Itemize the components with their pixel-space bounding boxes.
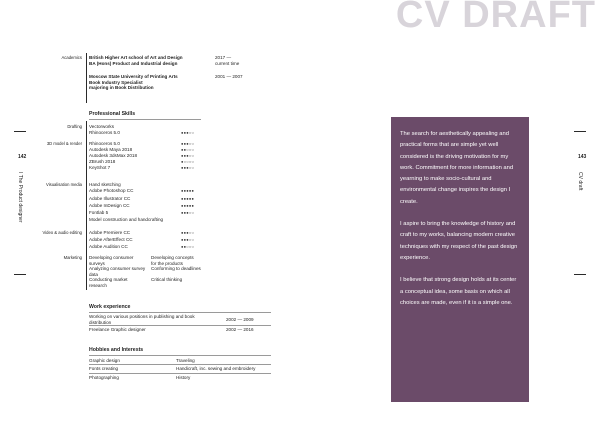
divider (89, 325, 271, 326)
divider (89, 312, 271, 313)
skill-level-rating: ●●●○○ (181, 210, 195, 215)
hobby: Graphic design (89, 358, 120, 363)
edu-2-line-2: Book Industry Specialist (89, 79, 143, 85)
skill-item: ZBrush 2018 (89, 159, 116, 164)
skill-level-rating: ●●○○○ (181, 244, 195, 249)
marketing-skill: Conforming to deadlines (151, 266, 201, 271)
skill-item: Adobe InDesign CC (89, 203, 130, 208)
skill-category-drafting: Drafting (67, 124, 82, 129)
marketing-skill: for the products (151, 260, 183, 266)
skill-level-rating: ●●●○○ (181, 130, 195, 135)
edu-1-line-1: British Higher Art school of Art and Design (89, 55, 183, 60)
hobbies-heading: Hobbies and Interests (89, 347, 144, 353)
skill-item: Hand sketching (89, 182, 121, 187)
hobby: History (176, 375, 191, 380)
divider (86, 254, 87, 290)
skill-level-rating: ●●○○○ (181, 147, 195, 152)
work-heading: Work experience (89, 304, 131, 310)
skill-level-rating: ●●●○○ (181, 230, 195, 235)
statement-panel (391, 117, 529, 402)
marketing-skill: Analyzing consumer survey (89, 266, 146, 271)
skill-level-rating: ●●●●● (181, 196, 195, 201)
skill-level-rating: ●●●○○ (181, 141, 195, 146)
marketing-skill: research (89, 282, 107, 288)
skill-category-visualisation: Visualisation media (45, 182, 82, 187)
side-label-right: CV draft (577, 172, 583, 191)
edu-2-date: 2001 — 2007 (215, 74, 243, 79)
skill-level-rating: ●●●○○ (181, 153, 195, 158)
skill-item: Autodesk 3dsMax 2018 (89, 153, 138, 158)
side-label-left: I The Product designer (17, 172, 23, 223)
page-number-left: 142 (18, 154, 27, 160)
divider (86, 121, 87, 261)
skill-level-rating: ●○○○○ (181, 159, 195, 164)
skill-item: Adobe Photoshop CC (89, 188, 134, 193)
skill-level-rating: ●●●○○ (181, 237, 195, 242)
divider (89, 355, 271, 356)
skill-item: Fontlab 5 (89, 210, 109, 215)
work-dates: 2002 — 2016 (226, 327, 254, 332)
edu-1-date-1: 2017 — (215, 55, 232, 60)
page-number-right: 143 (578, 154, 587, 160)
edu-1-date-2: current time (215, 60, 240, 66)
divider (89, 364, 271, 365)
marketing-skill: Critical thinking (151, 277, 183, 282)
statement-paragraph: I believe that strong design holds at its center a conceptual idea, some basis on which all choices are made, even if it is a simple one. (400, 277, 517, 306)
marketing-skill: Developing consumer (89, 255, 134, 260)
skill-item: KeyShot 7 (89, 165, 111, 170)
skill-level-rating: ●●●●● (181, 203, 195, 208)
skill-category-marketing: Marketing (63, 255, 82, 260)
page-title: CV DRAFT (395, 0, 596, 36)
skill-item: Autodesk Maya 2018 (89, 147, 133, 152)
skill-level-rating: ●●●●● (181, 188, 195, 193)
education-category: Academics (61, 55, 82, 60)
statement-paragraph: The search for aesthetically appealing and practical forms that are simple yet well considered is the driving motivation for my work. Commitment for more information and yearning to make socio-cultural and environmental change inspires the design I create. (400, 131, 514, 205)
hobby: Traveling (176, 358, 195, 363)
work-entry: Working on various positions in publishing and book (89, 314, 195, 319)
work-entry: distribution (89, 319, 112, 325)
statement-paragraph: I aspire to bring the knowledge of history and craft to my works, balancing modern creative techniques with my respect of the past design experience. (400, 221, 518, 261)
skill-category-video: Video & audio editing (42, 230, 82, 235)
margin-tick (574, 131, 586, 132)
marketing-skill: Developing concepts (151, 255, 194, 260)
marketing-skill: Conducting market (89, 277, 128, 282)
marketing-skill: surveys (89, 260, 105, 266)
skill-item: Adobe AfterEffect CC (89, 237, 133, 242)
skill-item: Vectorworks (89, 124, 115, 129)
skill-item: Rhinoceros 5.0 (89, 130, 120, 135)
work-entry: Freelance Graphic designer (89, 327, 146, 332)
skills-heading: Professional Skills (89, 111, 136, 117)
work-dates: 2002 — 2009 (226, 317, 254, 322)
hobby: Fonts creating (89, 366, 119, 371)
skill-category-3d: 3D model & render (46, 141, 82, 146)
edu-2-line-1: Moscow State University of Printing Arts (89, 74, 178, 79)
edu-1-line-2: BA (Hons) Product and Industrial design (89, 60, 178, 66)
divider (89, 373, 271, 374)
skill-item: Adobe Illustrator CC (89, 196, 131, 201)
edu-2-line-3: majoring in Book Distribution (89, 85, 154, 90)
skill-level-rating: ●●●○○ (181, 165, 195, 170)
margin-tick (574, 274, 586, 275)
skill-item: Rhinoceros 5.0 (89, 141, 120, 146)
hobby: Photographing (89, 375, 119, 380)
marketing-skill: data (89, 271, 98, 277)
divider (86, 53, 87, 103)
skill-item: Adobe Premiere CC (89, 230, 131, 235)
hobby: Handicraft, inc. sewing and embroidery (176, 366, 256, 371)
skill-item: Model construction and handcrafting (89, 217, 164, 222)
skill-item: Adobe Audition CC (89, 244, 128, 249)
divider (89, 119, 201, 120)
